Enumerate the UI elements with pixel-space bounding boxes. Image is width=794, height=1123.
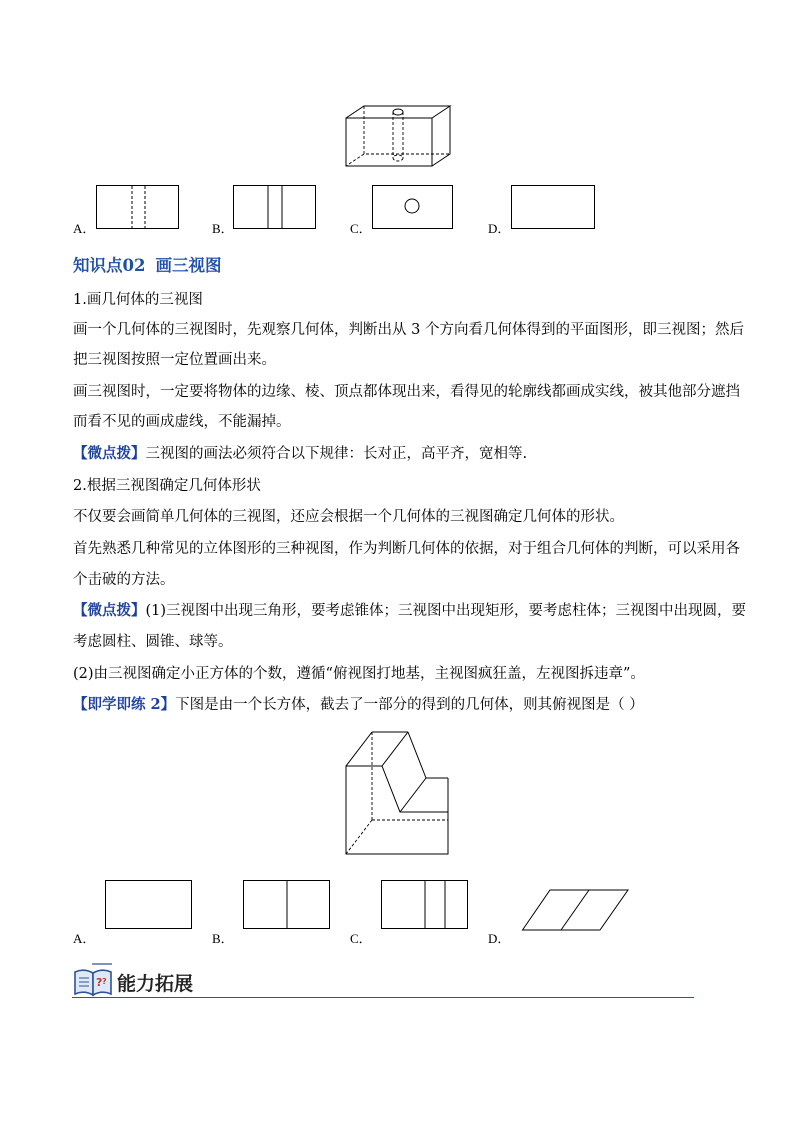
section1-para1-line1: 画一个几何体的三视图时，先观察几何体，判断出从 3 个方向看几何体得到的平面图形，即三视图；然后 bbox=[73, 322, 744, 338]
ex2-option-a-plain-view bbox=[105, 880, 195, 932]
knowledge-point-number: 知识点02 bbox=[73, 256, 146, 275]
option-c-label: C． bbox=[350, 221, 372, 236]
svg-text:?: ? bbox=[96, 976, 103, 989]
ex2-option-b-one-divider-view bbox=[243, 880, 333, 932]
section2-para2-line1: 首先熟悉几种常见的立体图形的三种视图，作为判断几何体的依据，对于组合几何体的判断，可以采用各 bbox=[73, 541, 740, 557]
knowledge-point-heading bbox=[73, 252, 231, 276]
section1-heading: 1.画几何体的三视图 bbox=[73, 292, 203, 308]
option-c-circle-view bbox=[372, 185, 456, 231]
tip-label: 【微点拨】 bbox=[73, 602, 146, 619]
ex2-option-a-label: A． bbox=[73, 931, 96, 946]
book-icon bbox=[72, 962, 114, 998]
option-d-label: D． bbox=[488, 221, 511, 236]
option-a-dashed-view bbox=[96, 185, 180, 231]
section1-tip bbox=[73, 444, 527, 464]
section2-para1: 不仅要会画简单几何体的三视图，还应会根据一个几何体的三视图确定几何体的形状。 bbox=[73, 509, 624, 525]
cut-box-figure bbox=[340, 728, 460, 858]
knowledge-point-title: 画三视图 bbox=[155, 256, 222, 275]
ex2-option-c-label: C． bbox=[350, 931, 372, 946]
extension-title: 能力拓展 bbox=[117, 973, 194, 995]
tip-label: 【微点拨】 bbox=[73, 445, 146, 462]
tip-text: (1)三视图中出现三角形，要考虑锥体；三视图中出现矩形，要考虑柱体；三视图中出现圆，要 bbox=[145, 603, 747, 619]
tip-text: 三视图的画法必须符合以下规律：长对正，高平齐，宽相等. bbox=[145, 446, 528, 462]
option-b-label: B． bbox=[212, 221, 234, 236]
option-a-label: A． bbox=[73, 221, 96, 236]
ex2-option-d-label: D． bbox=[488, 931, 511, 946]
exercise-label: 【即学即练 2】 bbox=[73, 696, 176, 713]
section1-para1-line2: 把三视图按照一定位置画出来。 bbox=[73, 352, 276, 368]
option-d-plain-view bbox=[511, 185, 597, 231]
ex2-option-b-label: B． bbox=[212, 931, 234, 946]
section1-para2-line2: 而看不见的画成虚线，不能漏掉。 bbox=[73, 414, 291, 430]
section2-tip-line3: (2)由三视图确定小正方体的个数，遵循“俯视图打地基，主视图疯狂盖，左视图拆违章”。 bbox=[73, 666, 645, 682]
exercise2-question bbox=[73, 695, 644, 715]
section1-para2-line1: 画三视图时，一定要将物体的边缘、棱、顶点都体现出来，看得见的轮廓线都画成实线，被其他部分遮挡 bbox=[73, 384, 740, 400]
box-with-hole-figure bbox=[340, 100, 452, 172]
ex2-option-c-two-dividers-view bbox=[381, 880, 471, 932]
section2-tip-line2: 考虑圆柱、圆锥、球等。 bbox=[73, 634, 233, 650]
option-b-solid-view bbox=[233, 185, 317, 231]
exercise-text: 下图是由一个长方体，截去了一部分的得到的几何体，则其俯视图是（ ） bbox=[175, 697, 644, 713]
extension-rule bbox=[72, 997, 694, 998]
svg-text:?: ? bbox=[102, 977, 107, 986]
section2-heading: 2.根据三视图确定几何体形状 bbox=[73, 478, 261, 494]
ex2-option-d-parallelogram-view bbox=[522, 889, 632, 933]
section2-para2-line2: 个击破的方法。 bbox=[73, 572, 175, 588]
section2-tip-line1 bbox=[73, 601, 746, 621]
